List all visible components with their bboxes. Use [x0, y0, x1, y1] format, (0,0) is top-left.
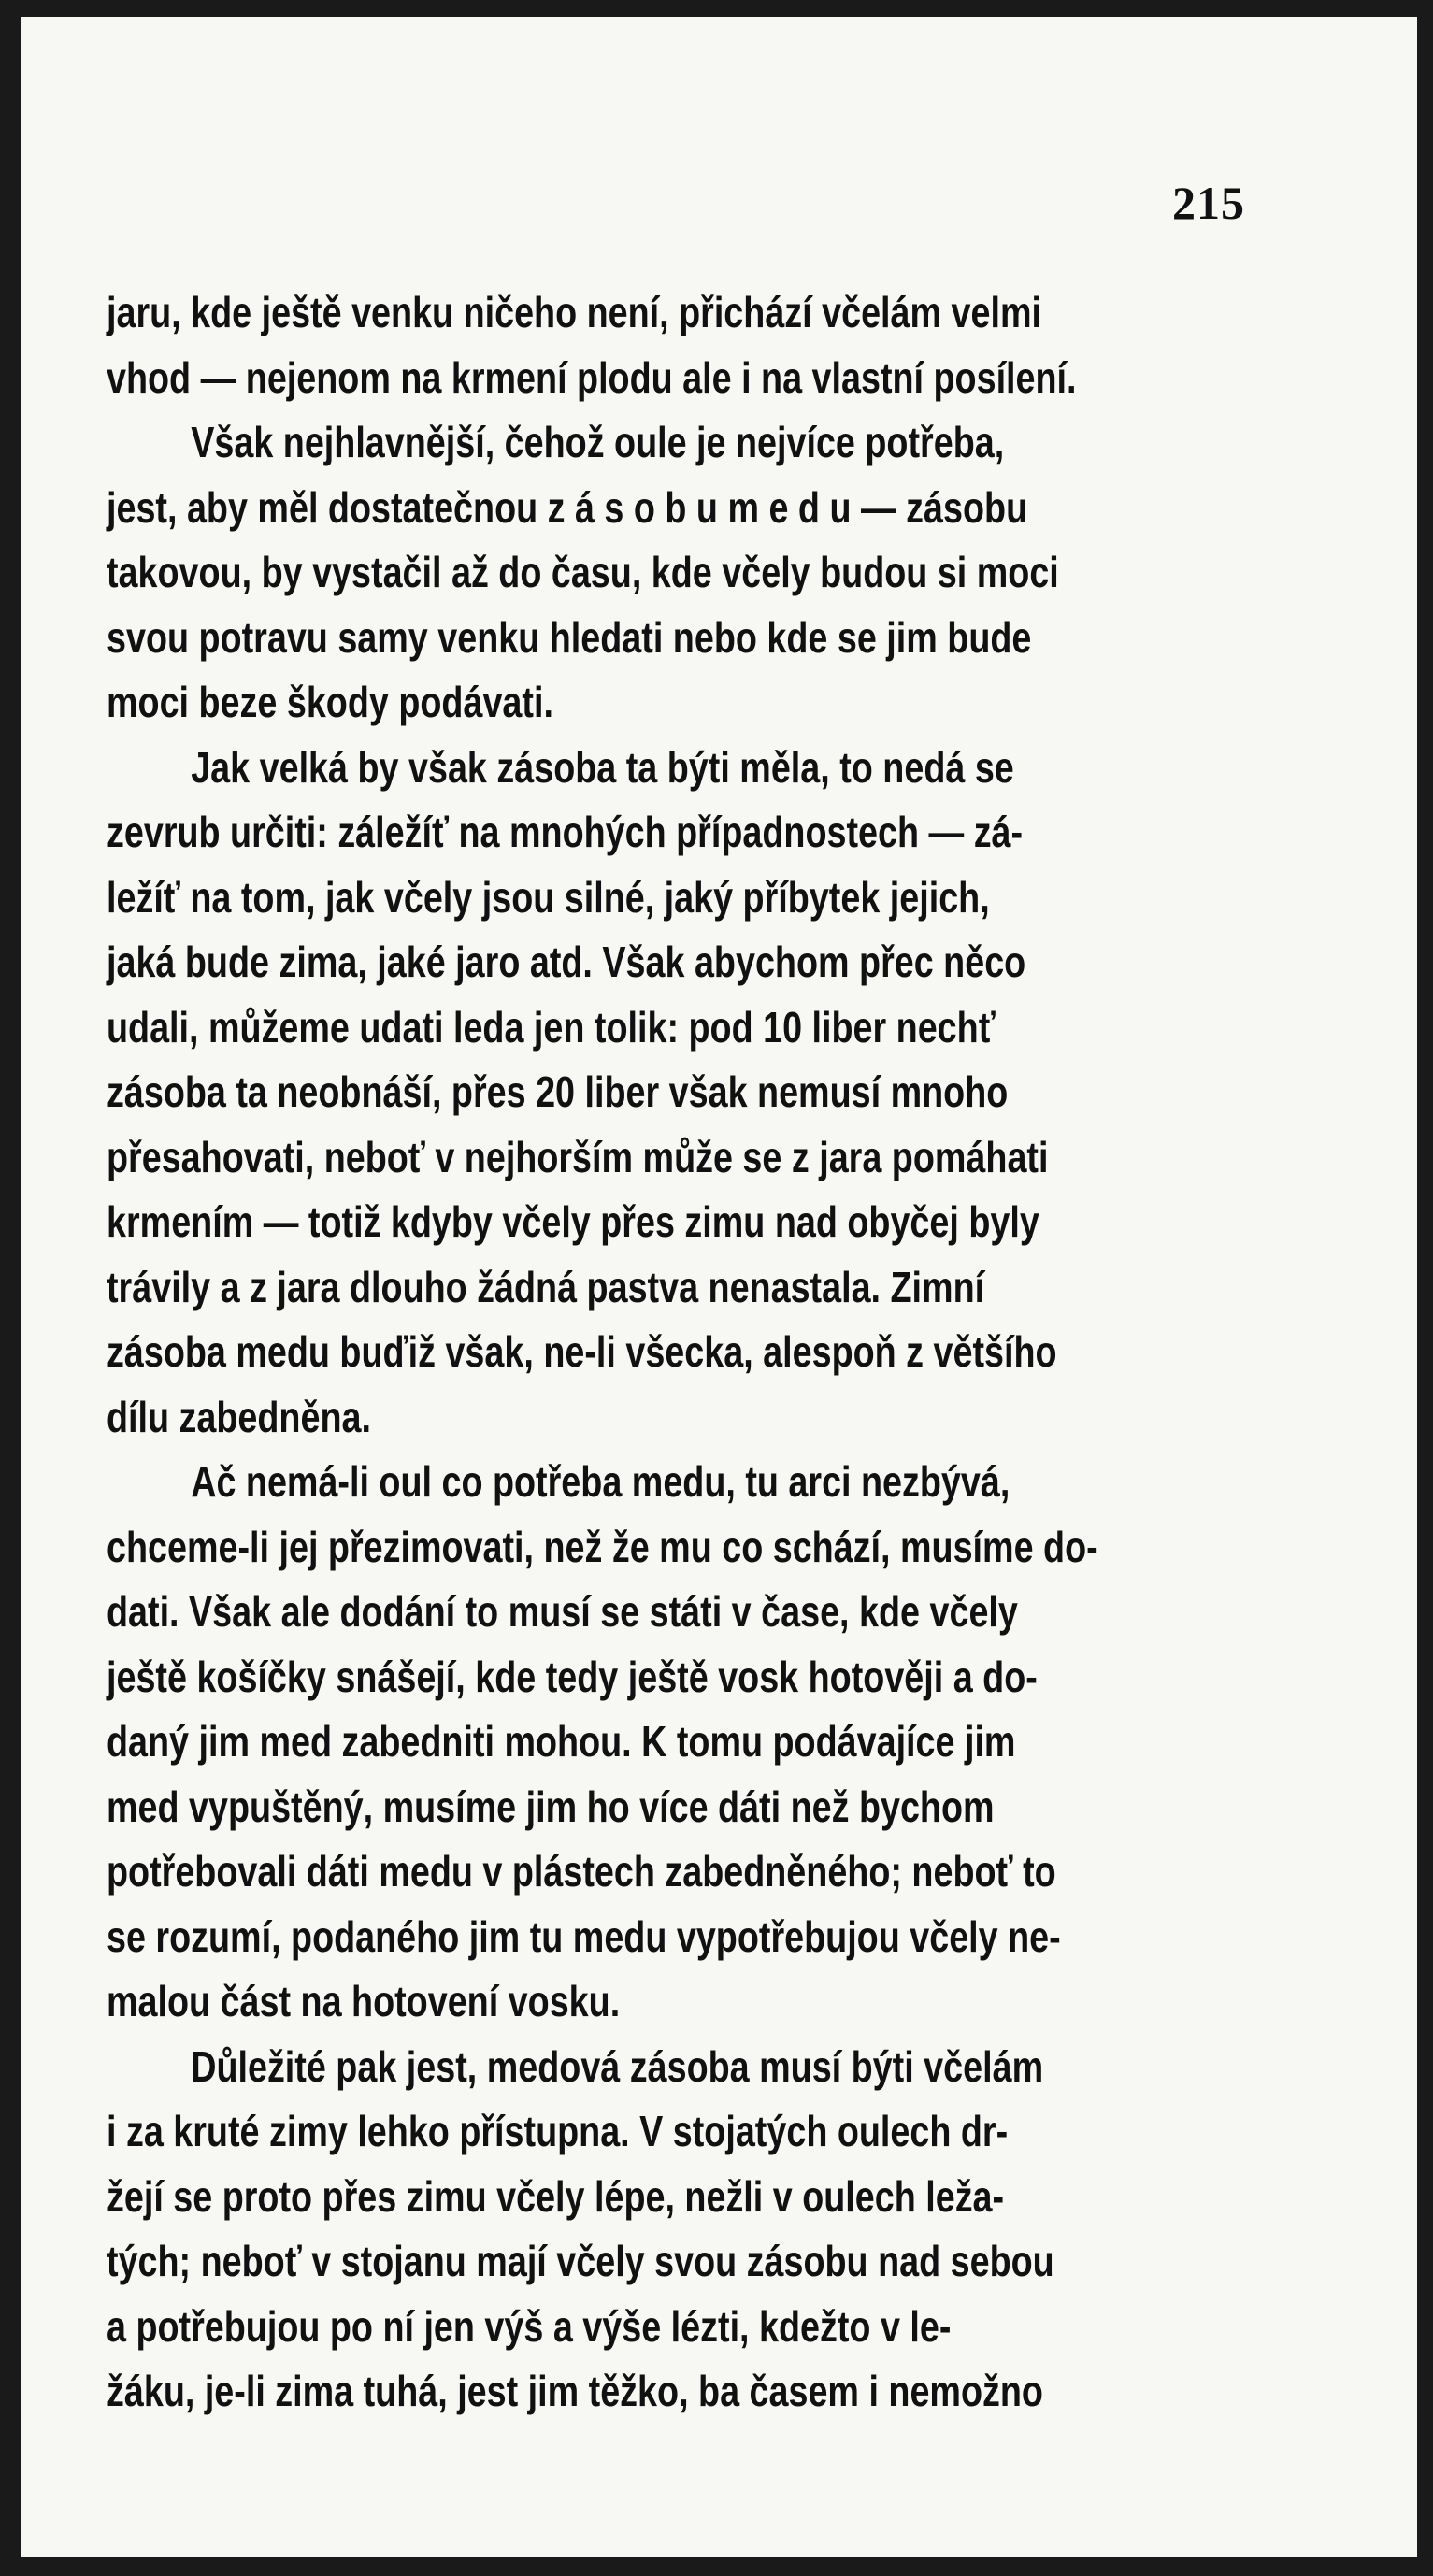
text-line: moci beze škody podávati. — [107, 678, 553, 726]
text-line: i za kruté zimy lehko přístupna. V stojatých oulech dr- — [107, 2107, 1009, 2155]
text-line: jaká bude zima, jaké jaro atd. Však abychom přec něco — [107, 937, 1026, 986]
text-line: zásoba ta neobnáší, přes 20 liber však nemusí mnoho — [107, 1067, 1009, 1116]
text-line: udali, můžeme udati leda jen tolik: pod 10 liber nechť — [107, 1002, 996, 1052]
text-line: daný jim med zabedniti mohou. K tomu podávajíce jim — [107, 1717, 1016, 1766]
book-page — [21, 17, 1417, 2557]
text-line: žáku, je-li zima tuhá, jest jim těžko, ba časem i nemožno — [107, 2367, 1043, 2415]
paragraph-start-line: Ač nemá-li oul co potřeba medu, tu arci nezbývá, — [191, 1457, 1010, 1506]
text-line: dílu zabedněna. — [107, 1392, 371, 1441]
text-line: dati. Však ale dodání to musí se státi v čase, kde včely — [107, 1587, 1018, 1636]
paragraph-start-line: Důležité pak jest, medová zásoba musí býti včelám — [191, 2041, 1044, 2091]
text-line: chceme-li jej přezimovati, než že mu co schází, musíme do- — [107, 1522, 1098, 1571]
text-line: jaru, kde ještě venku ničeho není, přichází včelám velmi — [107, 288, 1041, 336]
text-line: zásoba medu buďiž však, ne-li všecka, alespoň z většího — [107, 1327, 1057, 1376]
body-text — [107, 280, 1266, 2425]
paragraph-start-line: Jak velká by však zásoba ta býti měla, to nedá se — [191, 742, 1014, 792]
text-line: žejí se proto přes zimu včely lépe, nežli v oulech leža- — [107, 2171, 1005, 2221]
text-line: svou potravu samy venku hledati nebo kde se jim bude — [107, 612, 1032, 662]
text-line: krmením — totiž kdyby včely přes zimu nad obyčej byly — [107, 1197, 1039, 1246]
text-line: jest, aby měl dostatečnou z á s o b u m e d u — zásobu — [107, 482, 1028, 532]
text-line: se rozumí, podaného jim tu medu vypotřebujou včely ne- — [107, 1911, 1061, 1961]
text-line: vhod — nejenom na krmení plodu ale i na vlastní posílení. — [107, 352, 1077, 402]
page-number: 215 — [1172, 177, 1245, 229]
text-line: přesahovati, neboť v nejhorším může se z jara pomáhati — [107, 1132, 1049, 1181]
text-line: takovou, by vystačil až do času, kde včely budou si moci — [107, 548, 1059, 596]
text-line: med vypuštěný, musíme jim ho více dáti než bychom — [107, 1782, 995, 1831]
text-line: ještě košíčky snášejí, kde tedy ještě vosk hotověji a do- — [107, 1652, 1038, 1701]
text-line: a potřebujou po ní jen výš a výše lézti, kdežto v le- — [107, 2301, 952, 2351]
text-line: tých; neboť v stojanu mají včely svou zásobu nad sebou — [107, 2237, 1054, 2285]
text-line: potřebovali dáti medu v plástech zabedněného; neboť to — [107, 1847, 1056, 1896]
text-line: zevrub určiti: záležíť na mnohých případnostech — zá- — [107, 808, 1024, 856]
text-line: ležíť na tom, jak včely jsou silné, jaký příbytek jejich, — [107, 872, 990, 922]
text-line: malou část na hotovení vosku. — [107, 1977, 621, 2025]
text-line: trávily a z jara dlouho žádná pastva nenastala. Zimní — [107, 1262, 985, 1311]
paragraph-start-line: Však nejhlavnější, čehož oule je nejvíce potřeba, — [191, 418, 1005, 466]
